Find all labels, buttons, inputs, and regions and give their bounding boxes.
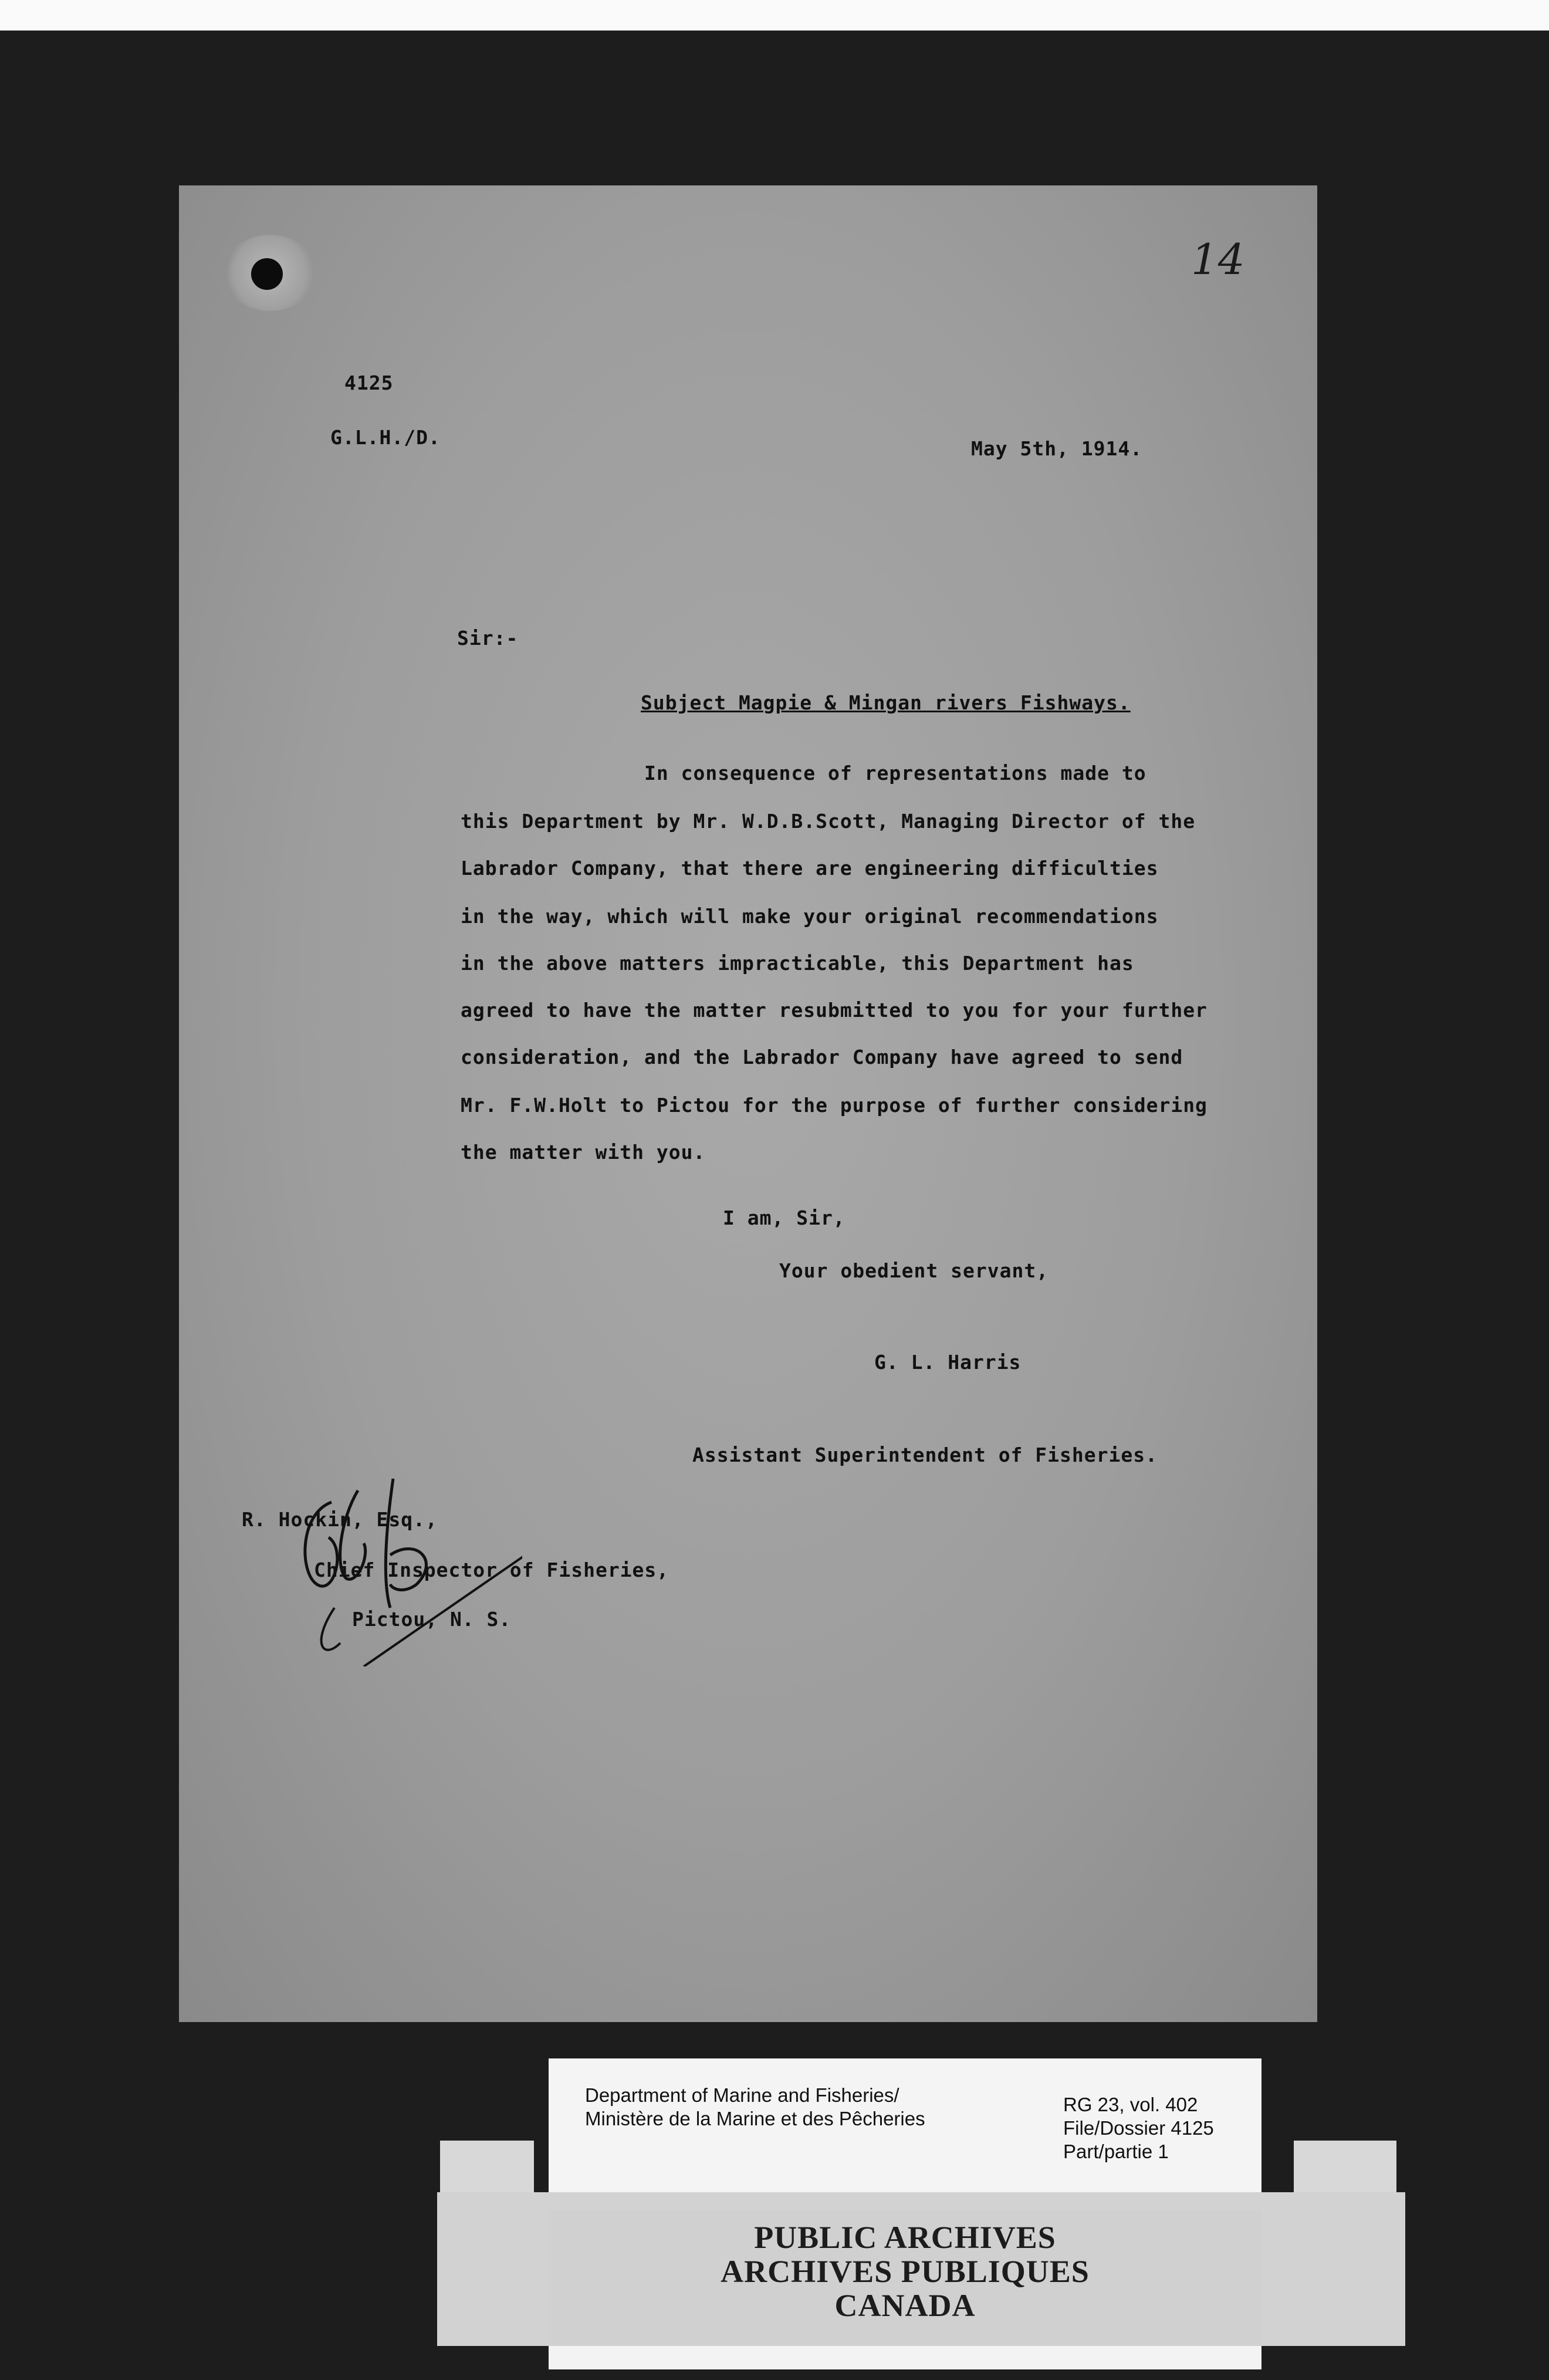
stamp-line: PUBLIC ARCHIVES bbox=[754, 2220, 1056, 2255]
part-number: Part/partie 1 bbox=[1063, 2141, 1169, 2162]
archives-stamp bbox=[549, 2210, 1261, 2346]
bottom-strip bbox=[549, 2346, 1261, 2369]
closing-line: I am, Sir, bbox=[723, 1206, 845, 1229]
file-number: 4125 bbox=[344, 371, 394, 394]
page-number: 14 bbox=[1191, 235, 1245, 284]
body-line: agreed to have the matter resubmitted to you for your further bbox=[461, 999, 1208, 1022]
addressee-name: R. Hockin, Esq., bbox=[242, 1508, 438, 1531]
stamp-line: CANADA bbox=[834, 2288, 976, 2323]
reference-code: G.L.H./D. bbox=[330, 426, 441, 449]
punch-hole bbox=[251, 258, 283, 290]
letter-date: May 5th, 1914. bbox=[971, 437, 1143, 460]
department-french: Ministère de la Marine et des Pêcheries bbox=[585, 2108, 925, 2129]
archive-reference-label bbox=[549, 2058, 1261, 2210]
file-dossier: File/Dossier 4125 bbox=[1063, 2117, 1214, 2139]
salutation: Sir:- bbox=[457, 627, 519, 650]
stamp-line: ARCHIVES PUBLIQUES bbox=[721, 2254, 1090, 2289]
top-border bbox=[0, 0, 1549, 31]
body-line: the matter with you. bbox=[461, 1141, 706, 1164]
signer-title: Assistant Superintendent of Fisheries. bbox=[692, 1443, 1158, 1466]
body-line: Labrador Company, that there are engineering difficulties bbox=[461, 857, 1159, 880]
closing-line: Your obedient servant, bbox=[779, 1259, 1049, 1282]
subject-line: Subject Magpie & Mingan rivers Fishways. bbox=[641, 691, 1131, 714]
addressee-location: Pictou, N. S. bbox=[352, 1608, 512, 1631]
body-line: consideration, and the Labrador Company have agreed to send bbox=[461, 1046, 1183, 1069]
body-line: In consequence of representations made to bbox=[644, 762, 1146, 785]
body-line: in the above matters impracticable, this Department has bbox=[461, 952, 1134, 975]
stamp-tab-right bbox=[1294, 2141, 1396, 2199]
body-line: Mr. F.W.Holt to Pictou for the purpose of further considering bbox=[461, 1094, 1208, 1117]
record-group: RG 23, vol. 402 bbox=[1063, 2094, 1198, 2115]
body-line: in the way, which will make your original recommendations bbox=[461, 905, 1159, 928]
stamp-tab-left bbox=[440, 2141, 534, 2193]
department-english: Department of Marine and Fisheries/ bbox=[585, 2084, 899, 2106]
body-line: this Department by Mr. W.D.B.Scott, Managing Director of the bbox=[461, 810, 1196, 833]
signer-name: G. L. Harris bbox=[874, 1351, 1022, 1374]
handwritten-initials bbox=[276, 1467, 522, 1666]
addressee-title: Chief Inspector of Fisheries, bbox=[314, 1559, 669, 1581]
